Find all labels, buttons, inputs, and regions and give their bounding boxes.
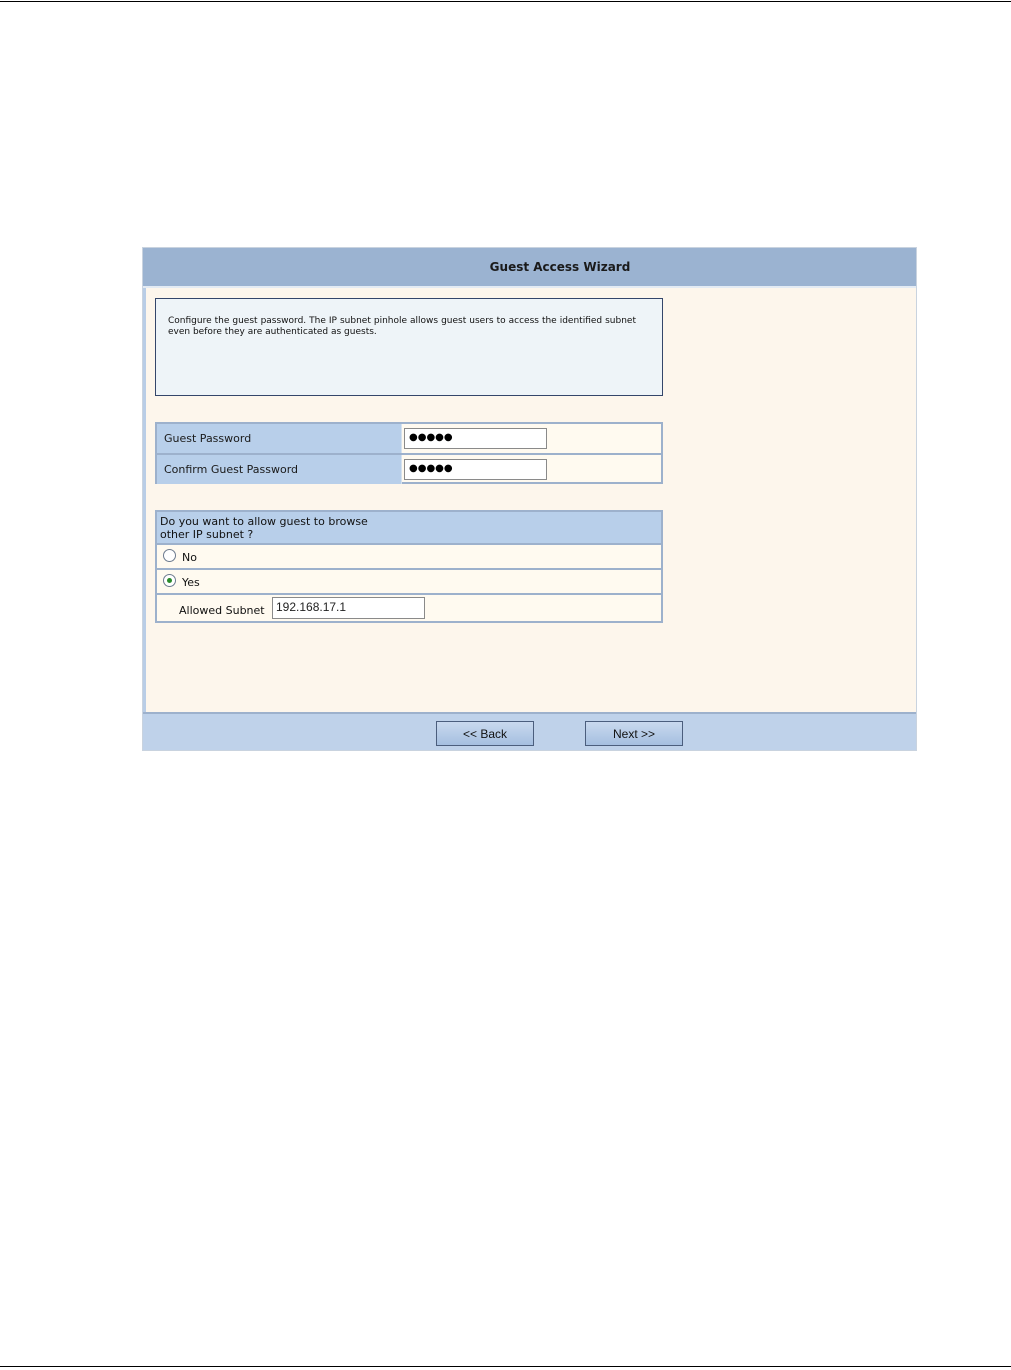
option-no-label: No <box>182 551 197 564</box>
guest-password-row <box>157 424 661 453</box>
allowed-subnet-input[interactable]: 192.168.17.1 <box>272 597 425 619</box>
confirm-password-input[interactable]: ●●●●● <box>404 459 547 480</box>
panel-left-edge <box>143 288 146 712</box>
wizard-title: Guest Access Wizard <box>489 260 631 274</box>
bottom-page-rule <box>0 1366 1011 1367</box>
radio-yes[interactable] <box>163 574 176 587</box>
guest-password-input[interactable]: ●●●●● <box>404 428 547 449</box>
back-button[interactable]: << Back <box>436 721 534 746</box>
option-yes-row <box>157 568 661 593</box>
wizard-description: Configure the guest password. The IP subnet pinhole allows guest users to access the identified subnet even before they are authenticated as guests. <box>155 298 663 396</box>
confirm-password-row <box>157 455 661 484</box>
browse-subnet-question: Do you want to allow guest to browse other IP subnet ? <box>157 512 661 543</box>
wizard-header <box>143 248 916 288</box>
guest-password-label: Guest Password <box>157 424 402 453</box>
allowed-subnet-label: Allowed Subnet <box>179 604 265 617</box>
radio-no[interactable] <box>163 549 176 562</box>
option-yes-label: Yes <box>182 576 200 589</box>
subnet-table <box>155 510 663 623</box>
wizard-footer <box>143 712 916 750</box>
next-button[interactable]: Next >> <box>585 721 683 746</box>
confirm-password-label: Confirm Guest Password <box>157 455 402 484</box>
top-page-rule <box>0 1 1011 2</box>
guest-access-wizard <box>142 247 917 751</box>
password-table <box>155 422 663 484</box>
option-no-row <box>157 543 661 568</box>
allowed-subnet-row <box>157 593 661 621</box>
